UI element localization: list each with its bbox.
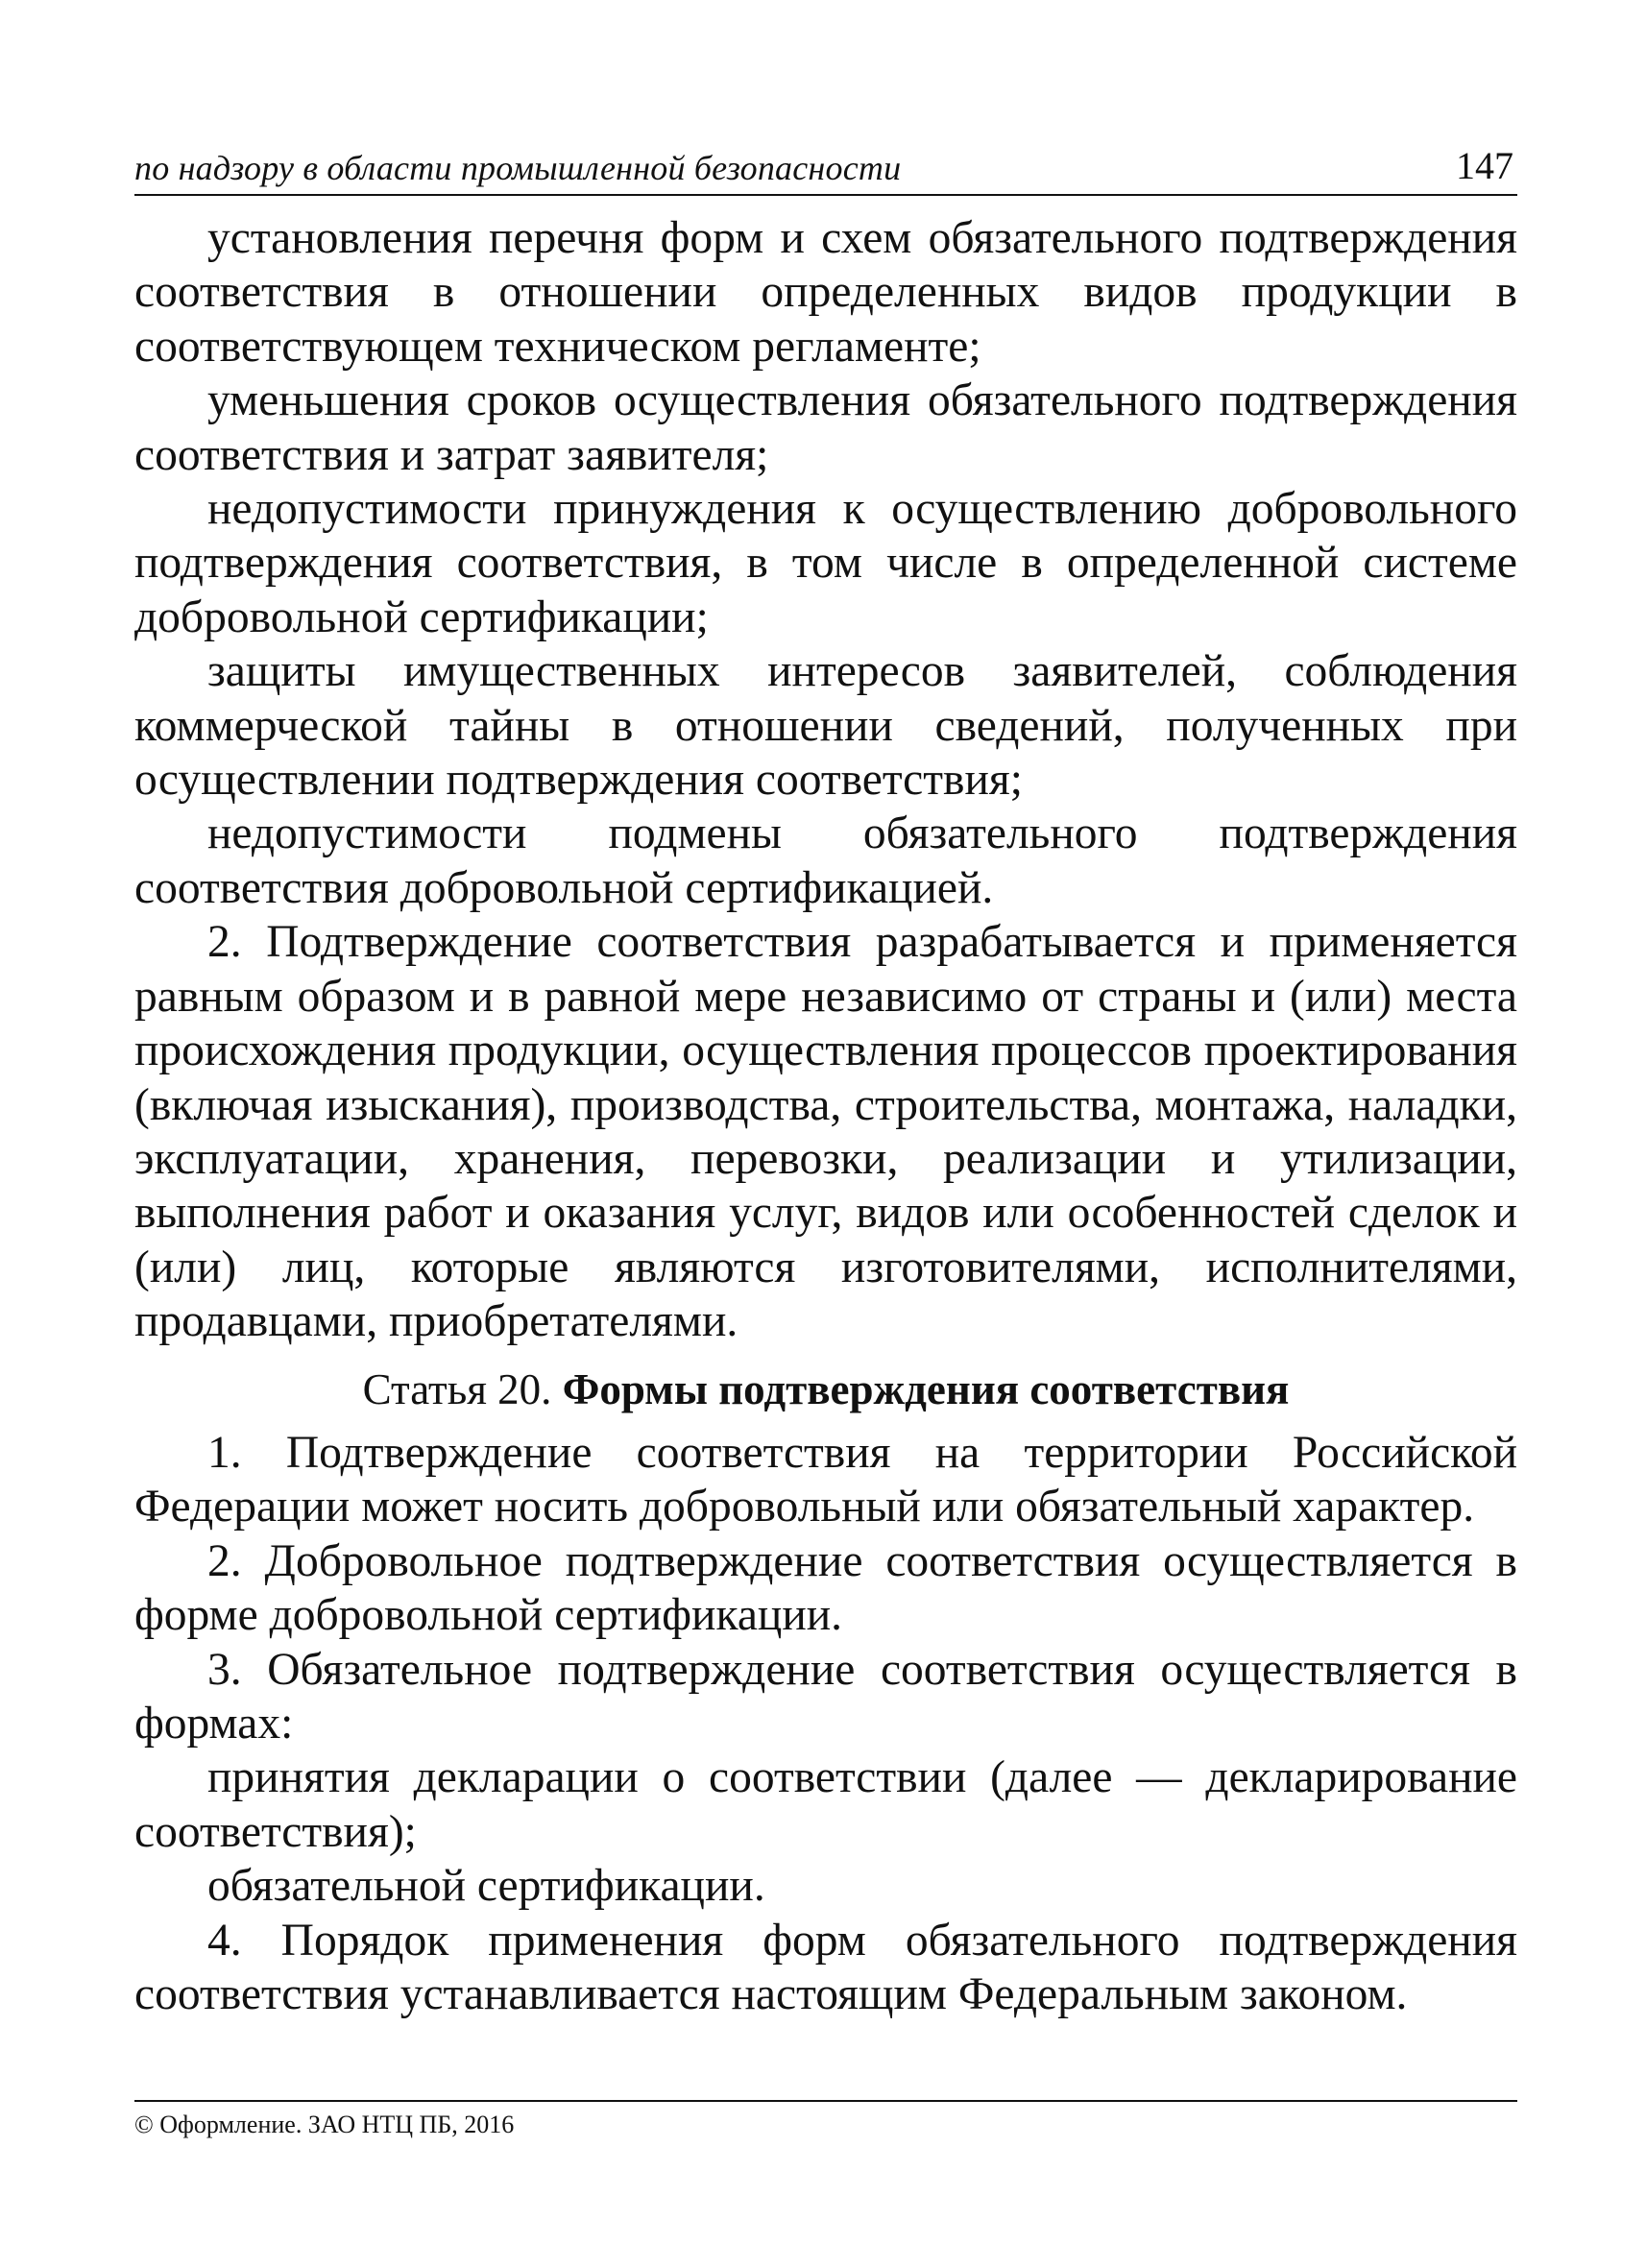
page-number: 147 (1456, 144, 1513, 187)
article-paragraph: 4. Порядок применения форм обязательного подтверждения соответствия устанавливается настоящим Федеральным законом. (134, 1915, 1517, 2019)
paragraph: недопустимости принуждения к осуществлению добровольного подтверждения соответствия, в том числе в определенной системе добровольной сертификации; (134, 484, 1517, 642)
article-paragraph: обязательной сертификации. (207, 1861, 765, 1912)
paragraph: недопустимости подмены обязательного подтверждения соответствия добровольной сертификацией. (134, 808, 1517, 913)
paragraph: уменьшения сроков осуществления обязательного подтверждения соответствия и затрат заявителя; (134, 375, 1517, 480)
body-text (134, 211, 1517, 2021)
paragraph: установления перечня форм и схем обязательного подтверждения соответствия в отношении определенных видов продукции в соответствующем техническом регламенте; (134, 213, 1517, 372)
footer-divider (134, 2100, 1517, 2102)
article-paragraph: 3. Обязательное подтверждение соответствия осуществляется в формах: (134, 1644, 1517, 1749)
article-heading (134, 1363, 1517, 1416)
footer-copyright: © Оформление. ЗАО НТЦ ПБ, 2016 (134, 2111, 515, 2138)
article-paragraph: принятия декларации о соответствии (далее — декларирование соответствия); (134, 1752, 1517, 1857)
article-paragraph: 1. Подтверждение соответствия на территории Российской Федерации может носить добровольный или обязательный характер. (134, 1427, 1517, 1532)
article-paragraph: 2. Добровольное подтверждение соответствия осуществляется в форме добровольной сертификации. (134, 1535, 1517, 1641)
running-header (134, 144, 1517, 196)
running-header-title: по надзору в области промышленной безопасности (134, 149, 902, 187)
article-prefix: Статья 20. (362, 1364, 563, 1413)
article-title: Формы подтверждения соответствия (562, 1364, 1290, 1413)
paragraph: 2. Подтверждение соответствия разрабатывается и применяется равным образом и в равной мере независимо от страны и (или) места происхождения продукции, осуществления процессов проектирования (включая изыскания), производства, строительства, монтажа, наладки, эксплуатации, хранения, перевозки, реализации и утилизации, выполнения работ и оказания услуг, видов или особенностей сделок и (или) лиц, которые являются изготовителями, исполнителями, продавцами, приобретателями. (134, 917, 1517, 1347)
paragraph: защиты имущественных интересов заявителей, соблюдения коммерческой тайны в отношении сведений, полученных при осуществлении подтверждения соответствия; (134, 646, 1517, 806)
